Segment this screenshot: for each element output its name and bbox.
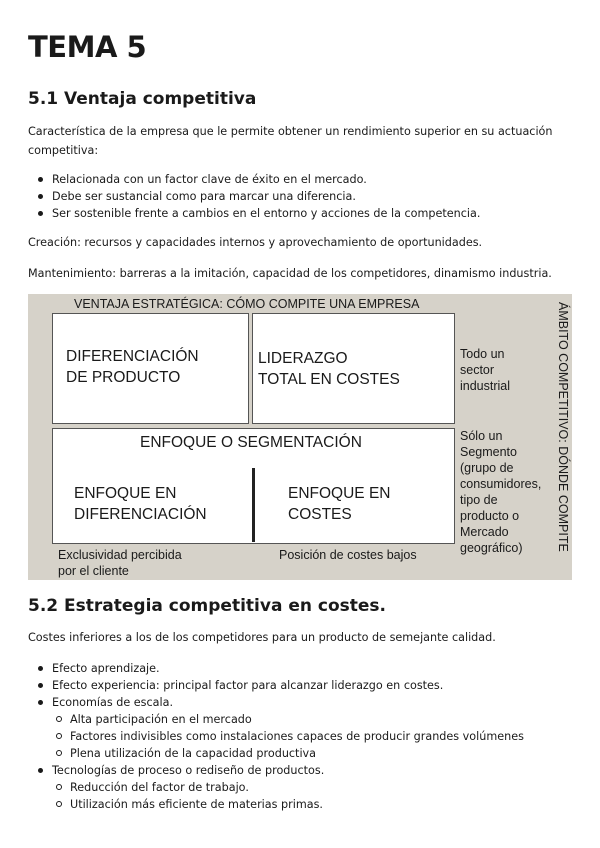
section-heading-costes: 5.2 Estrategia competitiva en costes.	[28, 596, 386, 616]
exclusividad-label: Exclusividad percibida por el cliente	[58, 548, 182, 578]
sector-industrial-label: Todo un sector industrial	[460, 347, 511, 393]
sub-list-item: Plena utilización de la capacidad productiva	[52, 745, 578, 762]
section-heading-ventaja: 5.1 Ventaja competitiva	[28, 89, 257, 109]
ventaja-intro: Característica de la empresa que le permite obtener un rendimiento superior en su actuación competitiva:	[28, 125, 553, 157]
sub-list-item: Alta participación en el mercado	[52, 711, 578, 728]
sub-list-item: Factores indivisibles como instalaciones capaces de producir grandes volúmenes	[52, 728, 578, 745]
enfoque-divider	[252, 468, 255, 542]
list-item: Debe ser sustancial como para marcar una diferencia.	[28, 188, 578, 205]
list-item	[28, 762, 578, 813]
costes-intro: Costes inferiores a los de los competidores para un producto de semejante calidad.	[28, 631, 496, 644]
ventaja-bullet-list	[28, 171, 578, 222]
segmento-label: Sólo un Segmento (grupo de consumidores, tipo de producto o Mercado geográfico)	[460, 429, 542, 555]
sub-list-item: Reducción del factor de trabajo.	[52, 779, 578, 796]
mantenimiento-paragraph: Mantenimiento: barreras a la imitación, capacidad de los competidores, dinamismo industria.	[28, 267, 552, 280]
liderazgo-label: LIDERAZGO TOTAL EN COSTES	[258, 350, 400, 388]
list-item-text: Efecto aprendizaje.	[52, 662, 160, 675]
list-item	[28, 660, 578, 677]
list-item	[28, 694, 578, 762]
enfoque-costes-label: ENFOQUE EN COSTES	[288, 485, 391, 523]
enfoque-label: ENFOQUE O SEGMENTACIÓN	[140, 434, 362, 451]
list-item-text: Tecnologías de proceso o rediseño de productos.	[52, 764, 325, 777]
creacion-paragraph: Creación: recursos y capacidades internos y aprovechamiento de oportunidades.	[28, 236, 483, 249]
sub-list	[52, 779, 578, 813]
list-item-text: Efecto experiencia: principal factor para alcanzar liderazgo en costes.	[52, 679, 444, 692]
list-item	[28, 677, 578, 694]
diferenciacion-label: DIFERENCIACIÓN DE PRODUCTO	[66, 348, 199, 386]
ambito-competitivo-label: ÁMBITO COMPETITIVO: DÓNDE COMPITE	[556, 302, 570, 552]
diagram-top-label: VENTAJA ESTRATÉGICA: CÓMO COMPITE UNA EMPRESA	[74, 297, 420, 311]
list-item-text: Economías de escala.	[52, 696, 174, 709]
enfoque-diferenciacion-label: ENFOQUE EN DIFERENCIACIÓN	[74, 485, 207, 523]
posicion-costes-label: Posición de costes bajos	[279, 548, 417, 562]
strategy-diagram	[28, 294, 572, 580]
document-title: TEMA 5	[28, 30, 147, 64]
sub-list	[52, 711, 578, 762]
costes-bullet-list	[28, 660, 578, 813]
sub-list-item: Utilización más eficiente de materias primas.	[52, 796, 578, 813]
list-item: Relacionada con un factor clave de éxito en el mercado.	[28, 171, 578, 188]
list-item: Ser sostenible frente a cambios en el entorno y acciones de la competencia.	[28, 205, 578, 222]
